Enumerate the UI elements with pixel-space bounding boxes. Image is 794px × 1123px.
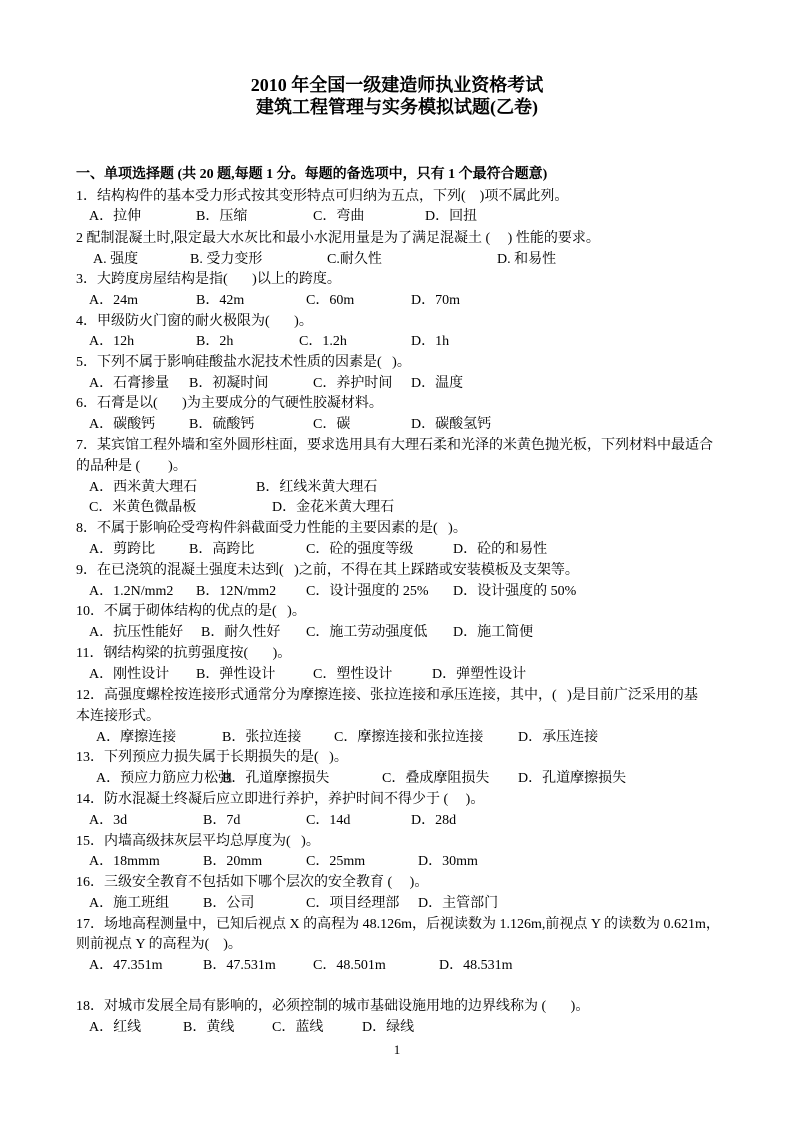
option-b: B．孔道摩擦损失	[222, 771, 330, 786]
option-d: D．温度	[411, 376, 464, 391]
option-a: A．抗压性能好	[89, 625, 184, 640]
option-d: D. 和易性	[497, 252, 557, 267]
question-stem: 17．场地高程测量中，已知后视点 X 的高程为 48.126m，后视读数为 1.126m,前视点 Y 的读数为 0.621m，	[76, 917, 720, 932]
option-d: D．承压连接	[518, 730, 599, 745]
option-c: C．碳	[313, 417, 351, 432]
option-a: A．西米黄大理石	[89, 480, 198, 495]
option-c: C．弯曲	[313, 209, 365, 224]
option-a: A．拉伸	[89, 209, 142, 224]
question-stem: 7．某宾馆工程外墙和室外圆形柱面，要求选用具有大理石柔和光泽的米黄色抛光板，下列材料中最适合	[76, 438, 713, 453]
option-a: A．石膏掺量	[89, 376, 170, 391]
option-b: B．弹性设计	[196, 667, 276, 682]
option-c: C．项目经理部	[306, 896, 400, 911]
option-c: C．1.2h	[299, 334, 347, 349]
option-c: C．设计强度的 25%	[306, 584, 429, 599]
question-stem: 16．三级安全教育不包括如下哪个层次的安全教育 ( )。	[76, 875, 429, 890]
option-c: C．25mm	[306, 854, 366, 869]
question-stem: 9．在已浇筑的混凝土强度未达到( )之前，不得在其上踩踏或安装模板及支架等。	[76, 563, 579, 578]
option-a: A．12h	[89, 334, 135, 349]
option-d: D．28d	[411, 813, 457, 828]
option-c: C．60m	[306, 293, 355, 308]
option-c: C．养护时间	[313, 376, 393, 391]
question-stem-line-2: 本连接形式。	[76, 709, 160, 724]
option-a: A．3d	[89, 813, 128, 828]
exam-title: 2010 年全国一级建造师执业资格考试	[250, 75, 544, 95]
question-stem: 11．钢结构梁的抗剪强度按( )。	[76, 646, 292, 661]
question-stem-line-2: 的品种是 ( )。	[76, 459, 187, 474]
option-a: A．刚性设计	[89, 667, 170, 682]
option-d: D．孔道摩擦损失	[518, 771, 627, 786]
option-a: A．剪跨比	[89, 542, 156, 557]
option-c: C．塑性设计	[313, 667, 393, 682]
option-d: D．主管部门	[418, 896, 499, 911]
option-d: D．金花米黄大理石	[272, 500, 395, 515]
question-stem: 1．结构构件的基本受力形式按其变形特点可归纳为五点，下列( )项不属此列。	[76, 189, 569, 204]
option-a: A．预应力筋应力松弛	[96, 771, 233, 786]
question-stem: 12．高强度螺栓按连接形式通常分为摩擦连接、张拉连接和承压连接，其中，( )是目前广泛采用的基	[76, 688, 698, 703]
option-b: B．硫酸钙	[189, 417, 255, 432]
option-b: B．初凝时间	[189, 376, 269, 391]
question-stem: 10．不属于砌体结构的优点的是( )。	[76, 604, 306, 619]
option-b: B．2h	[196, 334, 234, 349]
option-c: C．蓝线	[272, 1020, 324, 1035]
question-stem: 14．防水混凝土终凝后应立即进行养护，养护时间不得少于 ( )。	[76, 792, 485, 807]
option-a: A．红线	[89, 1020, 142, 1035]
option-d: D．砼的和易性	[453, 542, 548, 557]
section-heading: 一、单项选择题 (共 20 题,每题 1 分。每题的备选项中，只有 1 个最符合题意)	[76, 167, 548, 182]
option-d: D．设计强度的 50%	[453, 584, 577, 599]
option-c: C．摩擦连接和张拉连接	[334, 730, 484, 745]
question-stem: 8．不属于影响砼受弯构件斜截面受力性能的主要因素的是( )。	[76, 521, 467, 536]
exam-subtitle: 建筑工程管理与实务模拟试题(乙卷)	[256, 97, 538, 117]
option-b: B．红线米黄大理石	[256, 480, 378, 495]
option-b: B．42m	[196, 293, 245, 308]
option-c: C．叠成摩阻损失	[382, 771, 490, 786]
option-c: C．米黄色微晶板	[89, 500, 197, 515]
option-b: B．公司	[203, 896, 255, 911]
option-c: C．施工劳动强度低	[306, 625, 428, 640]
option-c: C.耐久性	[327, 252, 382, 267]
option-b: B．张拉连接	[222, 730, 302, 745]
option-a: A．1.2N/mm2	[89, 584, 174, 599]
option-a: A．施工班组	[89, 896, 170, 911]
option-d: D．回扭	[425, 209, 478, 224]
option-b: B．压缩	[196, 209, 248, 224]
option-a: A．47.351m	[89, 958, 163, 973]
question-stem: 18．对城市发展全局有影响的，必须控制的城市基础设施用地的边界线称为 ( )。	[76, 999, 590, 1014]
question-stem: 2 配制混凝土时,限定最大水灰比和最小水泥用量是为了满足混凝土 ( ) 性能的要求。	[76, 231, 600, 246]
question-stem: 6．石膏是以( )为主要成分的气硬性胶凝材料。	[76, 396, 383, 411]
option-d: D．施工简便	[453, 625, 534, 640]
option-a: A．18mmm	[89, 854, 160, 869]
option-b: B．高跨比	[189, 542, 255, 557]
question-stem: 15．内墙高级抹灰层平均总厚度为( )。	[76, 834, 320, 849]
option-d: D．1h	[411, 334, 450, 349]
option-d: D．70m	[411, 293, 460, 308]
question-stem: 5．下列不属于影响硅酸盐水泥技术性质的因素是( )。	[76, 355, 411, 370]
page-number: 1	[393, 1042, 401, 1057]
option-d: D．绿线	[362, 1020, 415, 1035]
option-d: D．碳酸氢钙	[411, 417, 492, 432]
option-a: A．碳酸钙	[89, 417, 156, 432]
option-d: D．30mm	[418, 854, 478, 869]
option-b: B．12N/mm2	[196, 584, 277, 599]
option-d: D．48.531m	[439, 958, 513, 973]
option-b: B．47.531m	[203, 958, 276, 973]
option-a: A. 强度	[93, 252, 139, 267]
option-c: C．砼的强度等级	[306, 542, 414, 557]
option-d: D．弹塑性设计	[432, 667, 527, 682]
option-b: B．黄线	[183, 1020, 235, 1035]
option-c: C．48.501m	[313, 958, 386, 973]
option-c: C．14d	[306, 813, 351, 828]
question-stem-line-2: 则前视点 Y 的高程为( )。	[76, 937, 242, 952]
question-stem: 13．下列预应力损失属于长期损失的是( )。	[76, 750, 348, 765]
option-b: B．7d	[203, 813, 241, 828]
option-a: A．24m	[89, 293, 138, 308]
option-b: B．20mm	[203, 854, 263, 869]
option-b: B．耐久性好	[201, 625, 281, 640]
option-a: A．摩擦连接	[96, 730, 177, 745]
question-stem: 3．大跨度房屋结构是指( )以上的跨度。	[76, 272, 341, 287]
option-b: B. 受力变形	[190, 252, 263, 267]
question-stem: 4．甲级防火门窗的耐火极限为( )。	[76, 314, 313, 329]
